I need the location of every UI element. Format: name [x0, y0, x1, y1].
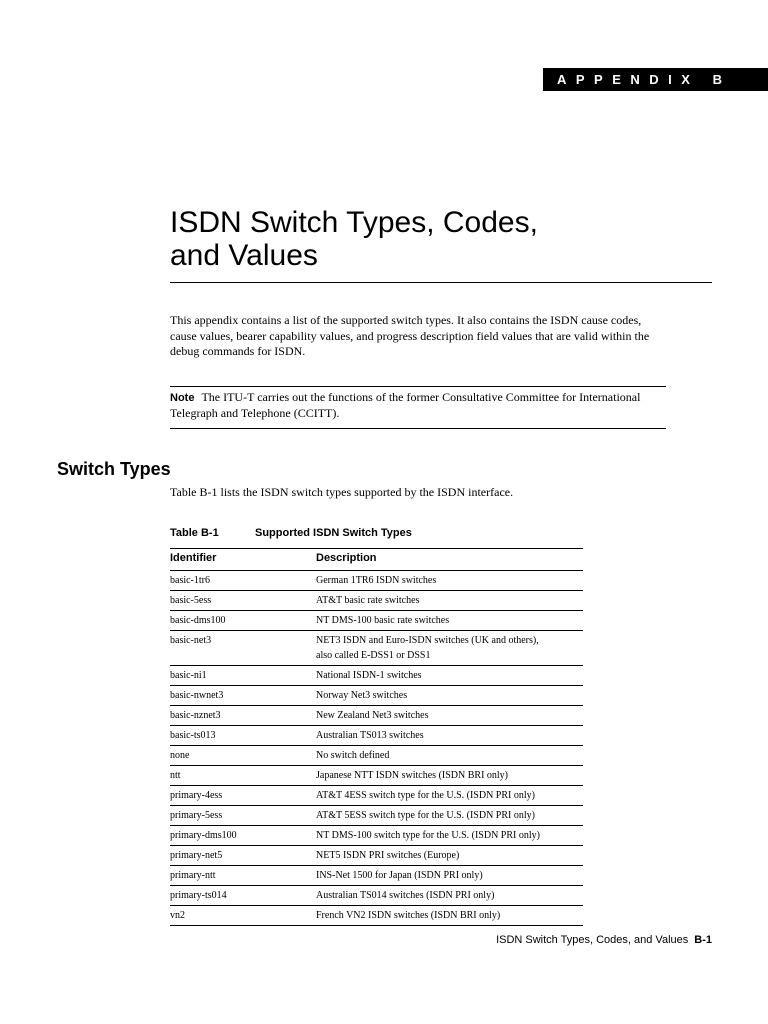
footer-page-number: B-1	[694, 934, 712, 946]
cell-identifier: basic-net3	[170, 635, 212, 646]
cell-description: NET5 ISDN PRI switches (Europe)	[316, 850, 460, 861]
cell-identifier: basic-nznet3	[170, 710, 221, 721]
cell-identifier: basic-5ess	[170, 595, 212, 606]
cell-identifier: vn2	[170, 910, 185, 921]
intro-line-3: debug commands for ISDN.	[170, 344, 306, 358]
table-row	[170, 886, 583, 906]
cell-identifier: primary-net5	[170, 850, 223, 861]
note-text-1: The ITU-T carries out the functions of the former Consultative Committee for International	[201, 390, 641, 404]
table-number: Table B-1	[170, 527, 219, 539]
cell-description: NT DMS-100 basic rate switches	[316, 615, 450, 626]
table-row	[170, 666, 583, 686]
cell-identifier: basic-ni1	[170, 670, 207, 681]
appendix-label: APPENDIX B	[543, 68, 768, 91]
page-footer	[486, 933, 712, 947]
cell-description: Australian TS013 switches	[316, 730, 424, 741]
table-row	[170, 766, 583, 786]
header-description: Description	[316, 552, 377, 564]
cell-description: No switch defined	[316, 750, 390, 761]
cell-identifier: basic-dms100	[170, 615, 226, 626]
cell-description: National ISDN-1 switches	[316, 670, 422, 681]
cell-identifier: primary-ts014	[170, 890, 227, 901]
table-row	[170, 806, 583, 826]
note-label: Note	[170, 392, 195, 404]
switch-types-table	[170, 548, 583, 926]
table-row	[170, 686, 583, 706]
cell-identifier: primary-5ess	[170, 810, 223, 821]
cell-identifier: ntt	[170, 770, 181, 781]
cell-description: German 1TR6 ISDN switches	[316, 575, 437, 586]
cell-identifier: basic-ts013	[170, 730, 216, 741]
intro-line-2: cause values, bearer capability values, and progress description field values that are valid within the	[170, 328, 650, 343]
note-box	[170, 386, 666, 429]
cell-description: New Zealand Net3 switches	[316, 710, 429, 721]
chapter-title-line-2: and Values	[170, 239, 318, 272]
table-title: Supported ISDN Switch Types	[255, 527, 412, 539]
note-line-1	[170, 390, 640, 407]
table-row	[170, 706, 583, 726]
intro-paragraph	[170, 313, 670, 360]
table-header	[170, 548, 583, 571]
table-row	[170, 826, 583, 846]
cell-description: NET3 ISDN and Euro-ISDN switches (UK and others),	[316, 635, 539, 646]
table-row	[170, 611, 583, 631]
table-row	[170, 906, 583, 926]
footer-title: ISDN Switch Types, Codes, and Values	[496, 934, 689, 946]
cell-identifier: primary-ntt	[170, 870, 216, 881]
header-identifier: Identifier	[170, 552, 217, 564]
table-row	[170, 591, 583, 611]
section-heading: Switch Types	[57, 459, 171, 479]
intro-line-1: This appendix contains a list of the supported switch types. It also contains the ISDN cause codes,	[170, 313, 642, 327]
table-row	[170, 846, 583, 866]
section-text: Table B-1 lists the ISDN switch types supported by the ISDN interface.	[170, 485, 514, 499]
cell-description: AT&T 4ESS switch type for the U.S. (ISDN PRI only)	[316, 790, 535, 801]
table-row	[170, 726, 583, 746]
table-row	[170, 786, 583, 806]
cell-description: AT&T 5ESS switch type for the U.S. (ISDN PRI only)	[316, 810, 535, 821]
chapter-title	[170, 206, 710, 272]
table-row	[170, 866, 583, 886]
cell-description: AT&T basic rate switches	[316, 595, 420, 606]
cell-identifier: none	[170, 750, 190, 761]
cell-description: Japanese NTT ISDN switches (ISDN BRI only)	[316, 770, 509, 781]
chapter-title-line-1: ISDN Switch Types, Codes,	[170, 206, 538, 239]
table-row	[170, 571, 583, 591]
cell-description-continued: also called E-DSS1 or DSS1	[316, 650, 431, 661]
table-body	[170, 571, 583, 926]
title-divider	[170, 282, 712, 283]
note-text-2: Telegraph and Telephone (CCITT).	[170, 406, 340, 420]
cell-identifier: basic-nwnet3	[170, 690, 224, 701]
cell-identifier: primary-dms100	[170, 830, 237, 841]
cell-description: Australian TS014 switches (ISDN PRI only)	[316, 890, 495, 901]
cell-description: Norway Net3 switches	[316, 690, 408, 701]
table-row	[170, 746, 583, 766]
cell-description: NT DMS-100 switch type for the U.S. (ISDN PRI only)	[316, 830, 540, 841]
cell-identifier: primary-4ess	[170, 790, 223, 801]
table-row	[170, 631, 583, 666]
cell-identifier: basic-1tr6	[170, 575, 210, 586]
cell-description: INS-Net 1500 for Japan (ISDN PRI only)	[316, 870, 483, 881]
cell-description: French VN2 ISDN switches (ISDN BRI only)	[316, 910, 501, 921]
